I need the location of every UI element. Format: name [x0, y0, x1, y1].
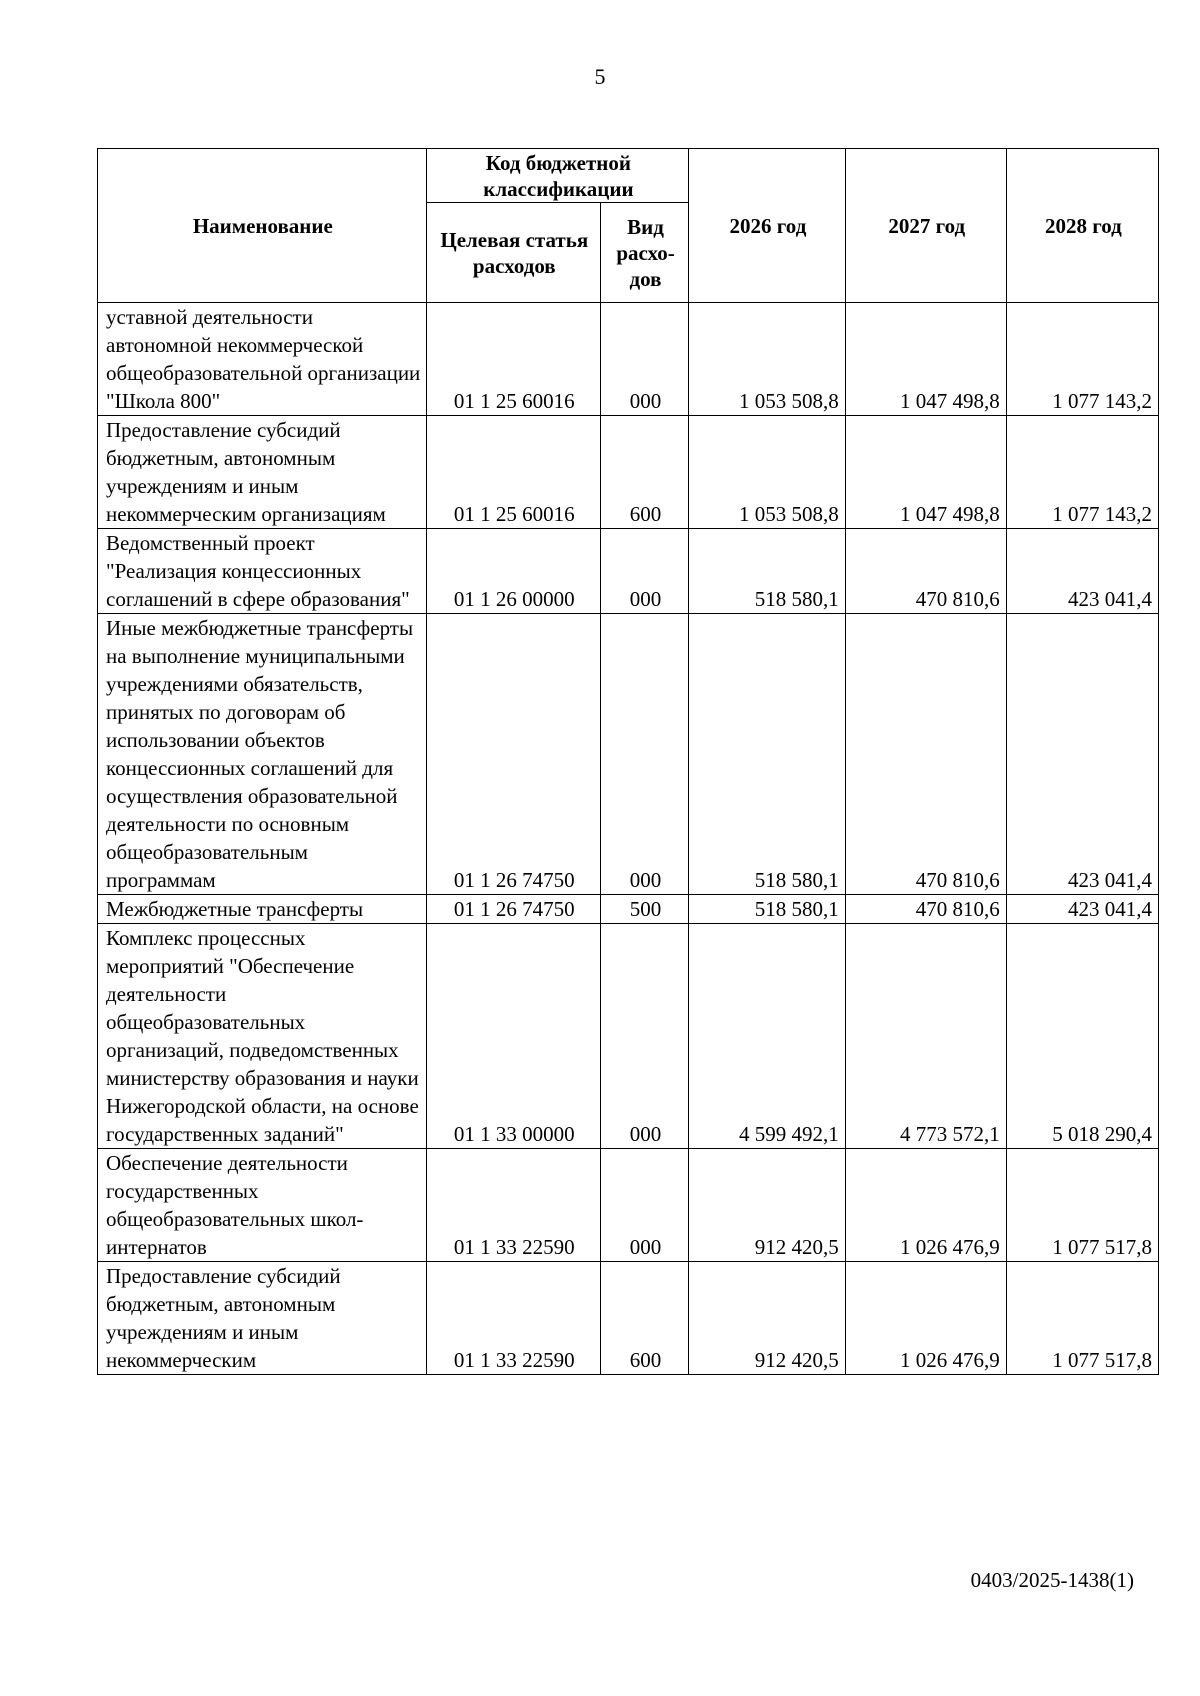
- row-target-article: 01 1 33 22590: [426, 1262, 600, 1375]
- row-expense-type: 000: [600, 614, 688, 895]
- row-value-2027: 1 047 498,8: [845, 303, 1006, 416]
- row-target-article: 01 1 25 60016: [426, 416, 600, 529]
- budget-table: [97, 148, 1159, 1375]
- row-expense-type: 600: [600, 416, 688, 529]
- row-target-article: 01 1 26 74750: [426, 895, 600, 924]
- row-expense-type: 000: [600, 529, 688, 614]
- row-expense-type: 500: [600, 895, 688, 924]
- row-value-2027: 1 047 498,8: [845, 416, 1006, 529]
- row-value-2026: 912 420,5: [689, 1262, 846, 1375]
- row-target-article: 01 1 26 74750: [426, 614, 600, 895]
- row-value-2027: 470 810,6: [845, 895, 1006, 924]
- row-value-2027: 4 773 572,1: [845, 924, 1006, 1149]
- row-name: Иные межбюджетные трансферты на выполнение муниципальными учреждениями обязательств, принятых по договорам об использовании объектов концессионных соглашений для осуществления образовательной деятельности по основным общеобразовательным программам: [98, 614, 427, 895]
- header-2026: 2026 год: [689, 149, 846, 303]
- row-value-2028: 1 077 143,2: [1006, 303, 1158, 416]
- row-value-2027: 470 810,6: [845, 614, 1006, 895]
- row-value-2028: 423 041,4: [1006, 529, 1158, 614]
- row-value-2027: 1 026 476,9: [845, 1262, 1006, 1375]
- row-expense-type: 000: [600, 303, 688, 416]
- table-row: [98, 1262, 1159, 1375]
- header-2028: 2028 год: [1006, 149, 1158, 303]
- row-target-article: 01 1 25 60016: [426, 303, 600, 416]
- row-value-2028: 1 077 143,2: [1006, 416, 1158, 529]
- row-target-article: 01 1 33 00000: [426, 924, 600, 1149]
- header-2027: 2027 год: [845, 149, 1006, 303]
- row-value-2028: 1 077 517,8: [1006, 1149, 1158, 1262]
- table-row: [98, 614, 1159, 895]
- row-value-2026: 518 580,1: [689, 529, 846, 614]
- row-value-2026: 518 580,1: [689, 614, 846, 895]
- header-expense-type: Вид расхо-дов: [600, 203, 688, 303]
- row-value-2026: 4 599 492,1: [689, 924, 846, 1149]
- row-name: Предоставление субсидий бюджетным, автономным учреждениям и иным некоммерческим: [98, 1262, 427, 1375]
- page-number: 5: [594, 64, 606, 89]
- row-name: уставной деятельности автономной некоммерческой общеобразовательной организации "Школа 800": [98, 303, 427, 416]
- row-expense-type: 000: [600, 924, 688, 1149]
- row-name: Комплекс процессных мероприятий "Обеспечение деятельности общеобразовательных организаций, подведомственных министерству образования и науки Нижегородской области, на основе государственных заданий": [98, 924, 427, 1149]
- header-code-group: Код бюджетной классификации: [426, 149, 688, 203]
- row-value-2028: 1 077 517,8: [1006, 1262, 1158, 1375]
- row-value-2028: 5 018 290,4: [1006, 924, 1158, 1149]
- table-row: [98, 924, 1159, 1149]
- table-row: [98, 1149, 1159, 1262]
- table-row: [98, 416, 1159, 529]
- row-target-article: 01 1 33 22590: [426, 1149, 600, 1262]
- header-target-article: Целевая статья расходов: [426, 203, 600, 303]
- row-value-2026: 1 053 508,8: [689, 416, 846, 529]
- row-value-2027: 470 810,6: [845, 529, 1006, 614]
- table-row: [98, 303, 1159, 416]
- table-row: [98, 895, 1159, 924]
- row-value-2028: 423 041,4: [1006, 614, 1158, 895]
- row-value-2026: 518 580,1: [689, 895, 846, 924]
- row-value-2028: 423 041,4: [1006, 895, 1158, 924]
- row-target-article: 01 1 26 00000: [426, 529, 600, 614]
- row-name: Ведомственный проект "Реализация концессионных соглашений в сфере образования": [98, 529, 427, 614]
- table-row: [98, 529, 1159, 614]
- row-value-2026: 912 420,5: [689, 1149, 846, 1262]
- header-name: Наименование: [98, 149, 427, 303]
- row-name: Предоставление субсидий бюджетным, автономным учреждениям и иным некоммерческим организациям: [98, 416, 427, 529]
- row-name: Обеспечение деятельности государственных общеобразовательных школ-интернатов: [98, 1149, 427, 1262]
- row-name: Межбюджетные трансферты: [98, 895, 427, 924]
- document-number: 0403/2025-1438(1): [970, 1568, 1134, 1592]
- row-expense-type: 000: [600, 1149, 688, 1262]
- row-value-2027: 1 026 476,9: [845, 1149, 1006, 1262]
- row-value-2026: 1 053 508,8: [689, 303, 846, 416]
- row-expense-type: 600: [600, 1262, 688, 1375]
